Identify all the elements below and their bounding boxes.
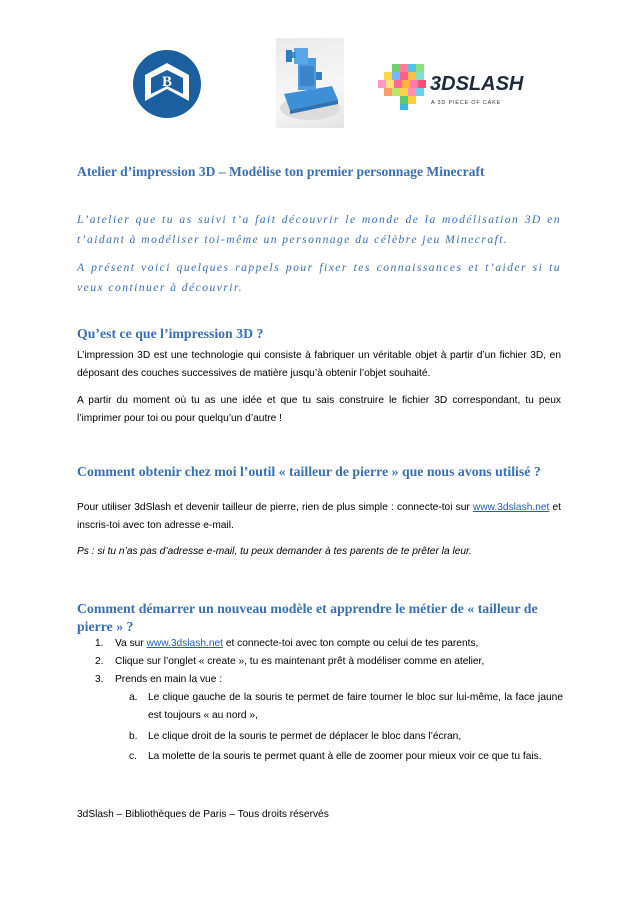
- sub-list-item: [77, 728, 563, 746]
- page-footer: 3dSlash – Bibliothèques de Paris – Tous droits réservés: [77, 809, 329, 820]
- 3dslash-website-link[interactable]: www.3dslash.net: [146, 638, 223, 649]
- intro-paragraph: L’atelier que tu as suivi t’a fait découvrir le monde de la modélisation 3D en t’aidant à modéliser toi-même un personnage du célèbre jeu Minecraft.: [77, 213, 561, 246]
- list-item: [77, 635, 563, 653]
- section-paragraph: [77, 499, 561, 535]
- section-heading-impression-3d: Qu’est ce que l’impression 3D ?: [77, 326, 264, 341]
- 3dslash-brand-text: 3DSLASH: [430, 73, 524, 95]
- paragraph-text: et inscris-toi avec ton adresse e-mail.: [77, 502, 561, 531]
- list-item-number: 3.: [95, 674, 104, 685]
- intro-paragraph: A présent voici quelques rappels pour fixer tes connaissances et t’aider si tu veux continuer à découvrir.: [77, 261, 561, 294]
- list-item-number: 1.: [95, 638, 104, 649]
- sub-list-item: [77, 746, 563, 767]
- 3dslash-tagline: A 3D PIECE OF CAKE: [431, 100, 502, 106]
- bibliotheques-de-paris-logo: [131, 48, 203, 120]
- logo-letter: B: [161, 74, 173, 90]
- 3dslash-website-link[interactable]: www.3dslash.net: [472, 502, 550, 513]
- sub-list-item-text: La molette de la souris te permet quant à elle de zoomer pour mieux voir ce que tu fais.: [148, 751, 542, 762]
- list-item: [77, 653, 563, 671]
- logos-header: [0, 38, 638, 128]
- list-item-text: et connecte-toi avec ton compte ou celui de tes parents,: [222, 638, 479, 649]
- sub-list-item-letter: a.: [129, 692, 138, 703]
- list-item-text: Prends en main la vue :: [115, 674, 223, 685]
- list-item-number: 2.: [95, 656, 104, 667]
- sub-list-item-letter: b.: [129, 731, 138, 742]
- sub-list-item-text: Le clique gauche de la souris te permet de faire tourner le bloc sur lui-même, la face jaune est toujours « au nord »,: [148, 692, 563, 721]
- paragraph-text: Pour utiliser 3dSlash et devenir tailleur de pierre, rien de plus simple : connecte-toi sur: [77, 502, 473, 513]
- sub-list-item-text: Le clique droit de la souris te permet de déplacer le bloc dans l’écran,: [148, 731, 462, 742]
- section-paragraph: A partir du moment où tu as une idée et que tu sais construire le fichier 3D correspondant, tu peux l’imprimer pour toi ou pour quelqu’un d’autre !: [77, 395, 561, 424]
- page-title: Atelier d’impression 3D – Modélise ton premier personnage Minecraft: [77, 164, 485, 179]
- list-item: [77, 671, 563, 689]
- list-item-text: Clique sur l’onglet « create », tu es maintenant prêt à modéliser comme en atelier,: [115, 656, 485, 667]
- ps-note: Ps : si tu n’as pas d’adresse e-mail, tu peux demander à tes parents de te prêter la leur.: [77, 546, 472, 557]
- section-heading-demarrer-modele: Comment démarrer un nouveau modèle et apprendre le métier de « tailleur de pierre » ?: [77, 601, 538, 634]
- minecraft-3d-print-photo: [276, 38, 344, 128]
- 3dslash-logo: [378, 64, 548, 110]
- steps-list: [77, 635, 563, 689]
- sub-list-item-letter: c.: [129, 751, 137, 762]
- section-paragraph: L’impression 3D est une technologie qui consiste à fabriquer un véritable objet à partir d’un fichier 3D, en déposant des couches successives de matière jusqu’à obtenir l’objet souhaité.: [77, 350, 561, 379]
- sub-list-item: [77, 689, 563, 725]
- sub-steps-list: [77, 689, 563, 767]
- list-item-text: Va sur: [115, 638, 147, 649]
- section-heading-obtenir-outil: Comment obtenir chez moi l’outil « tailleur de pierre » que nous avons utilisé ?: [77, 464, 541, 479]
